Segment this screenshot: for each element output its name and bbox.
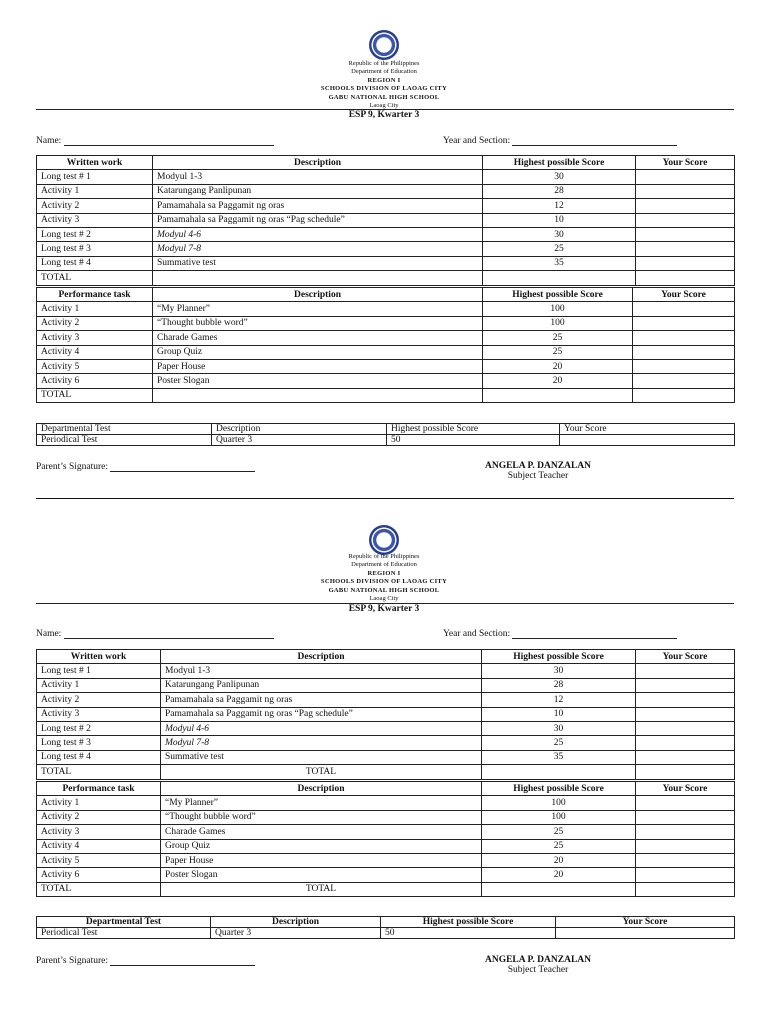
total-input[interactable] (636, 882, 735, 896)
table-cell: 20 (483, 359, 633, 373)
table-cell: TOTAL (37, 388, 153, 402)
table-cell: Activity 2 (37, 316, 153, 330)
table-cell: 30 (483, 170, 636, 184)
table-cell: Modyul 1-3 (161, 664, 482, 678)
score-input[interactable] (636, 736, 735, 750)
table-row (37, 359, 735, 373)
total-input[interactable] (636, 765, 735, 779)
table-cell: Long test # 4 (37, 750, 161, 764)
written-work-table: Written work Description Highest possible Score Your Score Long test # 1 Modyul 1-3 30 Activity 1 Katarungang Panlipunan 28 Activity 2 Pamamahala sa Paggamit ng oras 12 Activity 3 Pamamahala sa Paggamit ng oras “Pag schedule” 10 Long test # 2 Modyul 4-6 30 Long test # 3 Modyul 7-8 25 Long test # 4 Summative test 35 TOTAL (36, 155, 735, 286)
table-cell: TOTAL (37, 882, 161, 896)
table-cell: Long test # 1 (37, 170, 153, 184)
table-cell: Activity 3 (37, 331, 153, 345)
table-cell: Long test # 3 (37, 242, 153, 256)
score-input[interactable] (636, 721, 735, 735)
table-cell: Activity 3 (37, 213, 153, 227)
deped-seal-icon (369, 525, 399, 555)
table-cell: 28 (482, 678, 636, 692)
table-cell: 20 (482, 868, 636, 882)
table-cell: Modyul 7-8 (161, 736, 482, 750)
table-cell: Activity 1 (37, 678, 161, 692)
score-input[interactable] (636, 227, 735, 241)
table-cell: Activity 1 (37, 302, 153, 316)
table-cell: 20 (483, 374, 633, 388)
table-cell: Long test # 2 (37, 227, 153, 241)
score-input[interactable] (633, 345, 735, 359)
table-cell: TOTAL (37, 271, 153, 285)
table-cell: Charade Games (153, 331, 483, 345)
score-input[interactable] (633, 374, 735, 388)
table-row (37, 750, 735, 764)
table-row (37, 213, 735, 227)
total-row (37, 765, 735, 779)
table-cell: Charade Games (161, 825, 482, 839)
parent-signature-field[interactable]: Parent’s Signature: (36, 462, 255, 472)
name-field[interactable]: Name: (36, 136, 274, 146)
table-cell: Poster Slogan (153, 374, 483, 388)
table-cell (153, 388, 483, 402)
table-cell: Activity 6 (37, 868, 161, 882)
score-input[interactable] (636, 256, 735, 270)
table-cell (153, 271, 483, 285)
table-cell: 30 (483, 227, 636, 241)
total-row (37, 882, 735, 896)
table-cell: Periodical Test (37, 928, 211, 939)
page-title: ESP 9, Kwarter 3 (348, 604, 420, 614)
table-cell: 100 (483, 302, 633, 316)
table-cell: Pamamahala sa Paggamit ng oras (161, 693, 482, 707)
total-row (37, 388, 735, 402)
table-row (37, 853, 735, 867)
score-input[interactable] (633, 331, 735, 345)
table-cell: 25 (482, 736, 636, 750)
score-input[interactable] (633, 302, 735, 316)
score-input[interactable] (636, 796, 735, 810)
table-cell: “My Planner” (161, 796, 482, 810)
written-work-table: Written work Description Highest possible Score Your Score Long test # 1 Modyul 1-3 30 Activity 1 Katarungang Panlipunan 28 Activity 2 Pamamahala sa Paggamit ng oras 12 Activity 3 Pamamahala sa Paggamit ng oras “Pag schedule” 10 Long test # 2 Modyul 4-6 30 Long test # 3 Modyul 7-8 25 Long test # 4 Summative test 35 TOTAL TOTAL (36, 649, 735, 780)
departmental-test-table: Departmental Test Description Highest possible Score Your Score Periodical Test Quarter 3 50 (36, 916, 735, 939)
table-cell: TOTAL (161, 882, 482, 896)
score-input[interactable] (556, 928, 735, 939)
table-cell: 100 (482, 810, 636, 824)
table-row (37, 736, 735, 750)
table-cell: Activity 3 (37, 707, 161, 721)
total-row (37, 271, 735, 285)
performance-task-table: Performance task Description Highest possible Score Your Score Activity 1 “My Planner” 100 Activity 2 “Thought bubble word” 100 Activity 3 Charade Games 25 Activity 4 Group Quiz 25 Activity 5 Paper House 20 Activity 6 Poster Slogan 20 TOTAL TOTAL (36, 781, 735, 897)
table-cell (482, 765, 636, 779)
table-cell: 30 (482, 721, 636, 735)
table-row (37, 678, 735, 692)
table-cell: Activity 6 (37, 374, 153, 388)
school-header: Republic of the Philippines Department of Education REGION I SCHOOLS DIVISION OF LAOAG CITY GABU NATIONAL HIGH SCHOOL Laoag City (320, 60, 448, 110)
table-row (37, 256, 735, 270)
table-cell: Activity 1 (37, 184, 153, 198)
table-cell: Summative test (153, 256, 483, 270)
score-input[interactable] (636, 242, 735, 256)
table-row (37, 345, 735, 359)
table-row (37, 199, 735, 213)
table-row (37, 184, 735, 198)
table-cell: Group Quiz (153, 345, 483, 359)
score-input[interactable] (636, 213, 735, 227)
table-cell: TOTAL (37, 765, 161, 779)
table-cell: Long test # 1 (37, 664, 161, 678)
table-row (37, 374, 735, 388)
table-cell: Katarungang Panlipunan (153, 184, 483, 198)
table-cell: Modyul 4-6 (153, 227, 483, 241)
table-cell: Pamamahala sa Paggamit ng oras (153, 199, 483, 213)
name-field[interactable]: Name: (36, 629, 274, 639)
table-cell: Activity 2 (37, 199, 153, 213)
table-cell: Activity 2 (37, 810, 161, 824)
table-cell: 25 (483, 345, 633, 359)
table-row (37, 302, 735, 316)
performance-task-table: Performance task Description Highest possible Score Your Score Activity 1 “My Planner” 100 Activity 2 “Thought bubble word” 100 Activity 3 Charade Games 25 Activity 4 Group Quiz 25 Activity 5 Paper House 20 Activity 6 Poster Slogan 20 TOTAL (36, 287, 735, 403)
table-row (37, 170, 735, 184)
table-cell: 10 (482, 707, 636, 721)
table-cell: Pamamahala sa Paggamit ng oras “Pag schedule” (161, 707, 482, 721)
score-input[interactable] (636, 170, 735, 184)
table-cell: Summative test (161, 750, 482, 764)
table-cell: Activity 3 (37, 825, 161, 839)
table-cell: Activity 5 (37, 853, 161, 867)
table-row (37, 825, 735, 839)
table-cell: 30 (482, 664, 636, 678)
table-cell: Katarungang Panlipunan (161, 678, 482, 692)
table-cell (483, 271, 636, 285)
table-cell: 25 (483, 331, 633, 345)
score-input[interactable] (636, 825, 735, 839)
school-header: Republic of the Philippines Department of Education REGION I SCHOOLS DIVISION OF LAOAG CITY GABU NATIONAL HIGH SCHOOL Laoag City (320, 553, 448, 603)
table-cell (483, 388, 633, 402)
page-title: ESP 9, Kwarter 3 (348, 110, 420, 120)
table-cell: Quarter 3 (212, 435, 387, 446)
table-cell: Activity 2 (37, 693, 161, 707)
teacher-block: ANGELA P. DANZALAN Subject Teacher (484, 955, 591, 975)
table-cell: 50 (381, 928, 556, 939)
table-cell: Activity 4 (37, 839, 161, 853)
score-input[interactable] (633, 316, 735, 330)
table-cell: TOTAL (161, 765, 482, 779)
table-row (37, 721, 735, 735)
score-sheet-1 (0, 0, 768, 500)
total-input[interactable] (636, 271, 735, 285)
table-cell: 12 (483, 199, 636, 213)
table-cell: Activity 5 (37, 359, 153, 373)
year-section-field[interactable]: Year and Section: (443, 629, 677, 639)
table-cell: Quarter 3 (211, 928, 381, 939)
table-row (37, 693, 735, 707)
table-cell: 35 (483, 256, 636, 270)
table-cell: 25 (482, 825, 636, 839)
table-row (37, 664, 735, 678)
table-cell: Long test # 4 (37, 256, 153, 270)
parent-signature-field[interactable]: Parent’s Signature: (36, 956, 255, 966)
score-input[interactable] (636, 750, 735, 764)
table-cell: “My Planner” (153, 302, 483, 316)
table-cell: 35 (482, 750, 636, 764)
score-input[interactable] (636, 707, 735, 721)
year-section-field[interactable]: Year and Section: (443, 136, 677, 146)
table-row (37, 810, 735, 824)
score-input[interactable] (636, 839, 735, 853)
table-cell: 10 (483, 213, 636, 227)
table-cell: Long test # 3 (37, 736, 161, 750)
table-row (37, 839, 735, 853)
score-input[interactable] (636, 868, 735, 882)
table-cell: 25 (483, 242, 636, 256)
table-cell: “Thought bubble word” (153, 316, 483, 330)
table-cell: Activity 4 (37, 345, 153, 359)
table-row (37, 868, 735, 882)
score-input[interactable] (636, 199, 735, 213)
score-input[interactable] (636, 678, 735, 692)
table-cell: 12 (482, 693, 636, 707)
table-row (37, 331, 735, 345)
score-input[interactable] (560, 435, 735, 446)
score-input[interactable] (636, 184, 735, 198)
table-cell: Modyul 7-8 (153, 242, 483, 256)
table-cell: Group Quiz (161, 839, 482, 853)
table-cell: 20 (482, 853, 636, 867)
table-cell: Modyul 1-3 (153, 170, 483, 184)
table-cell: 100 (482, 796, 636, 810)
score-input[interactable] (636, 853, 735, 867)
table-cell: 100 (483, 316, 633, 330)
table-cell: Long test # 2 (37, 721, 161, 735)
table-row (37, 435, 735, 446)
table-cell: 50 (387, 435, 560, 446)
table-cell: Paper House (161, 853, 482, 867)
table-row (37, 796, 735, 810)
score-input[interactable] (636, 810, 735, 824)
table-cell (482, 882, 636, 896)
deped-seal-icon (369, 30, 399, 60)
score-sheet-2 (0, 495, 768, 995)
table-cell: Paper House (153, 359, 483, 373)
score-input[interactable] (636, 693, 735, 707)
table-row (37, 227, 735, 241)
table-row (37, 242, 735, 256)
table-cell: Modyul 4-6 (161, 721, 482, 735)
table-cell: 25 (482, 839, 636, 853)
score-input[interactable] (636, 664, 735, 678)
score-input[interactable] (633, 359, 735, 373)
departmental-test-table: Departmental Test Description Highest possible Score Your Score Periodical Test Quarter 3 50 (36, 423, 735, 446)
table-cell: Periodical Test (37, 435, 212, 446)
table-cell: Activity 1 (37, 796, 161, 810)
table-cell: “Thought bubble word” (161, 810, 482, 824)
table-row (37, 316, 735, 330)
table-cell: 28 (483, 184, 636, 198)
total-input[interactable] (633, 388, 735, 402)
table-cell: Pamamahala sa Paggamit ng oras “Pag schedule” (153, 213, 483, 227)
table-cell: Poster Slogan (161, 868, 482, 882)
teacher-block: ANGELA P. DANZALAN Subject Teacher (484, 461, 591, 481)
table-row (37, 707, 735, 721)
table-row (37, 928, 735, 939)
